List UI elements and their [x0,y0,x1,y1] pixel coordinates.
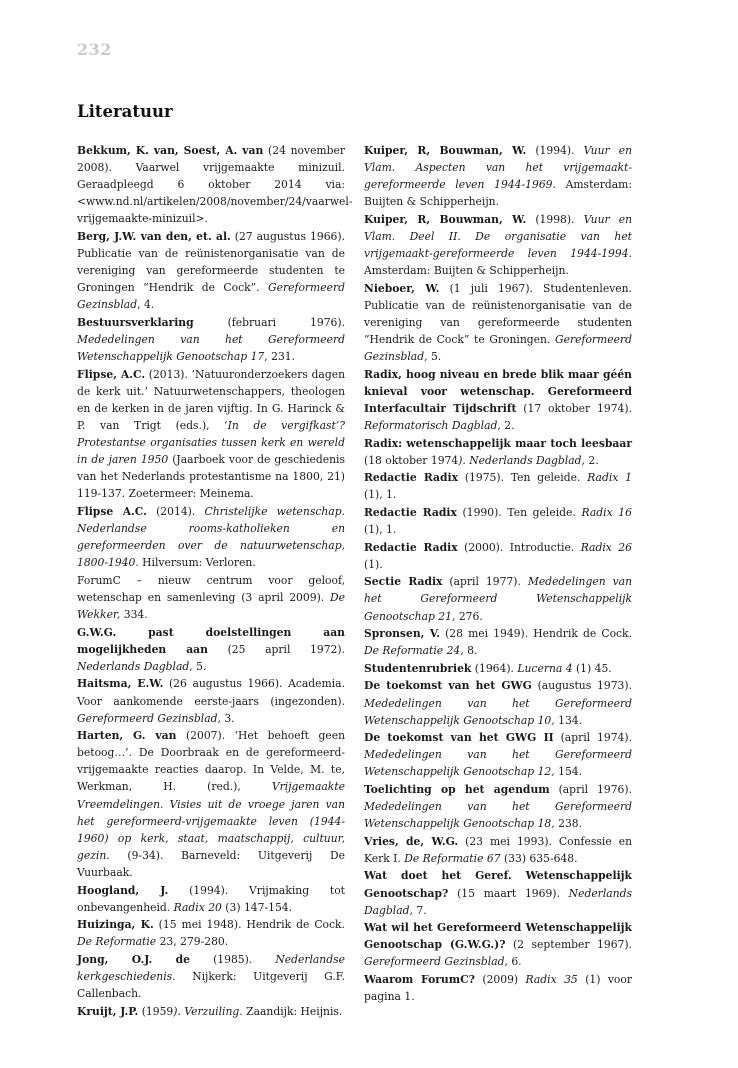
reference-entry [364,919,632,970]
reference-text: (25 april 1972). [207,642,345,656]
reference-author: Bekkum, K. van, Soest, A. van [77,144,264,157]
reference-text: , 2. [497,419,515,432]
reference-text: 5. [427,350,442,364]
reference-entry [364,781,632,832]
reference-text: (3) 147-154. [221,900,293,914]
reference-entry [77,951,345,1002]
reference-text: 23, 279-280. [156,935,229,949]
reference-author: Hoogland, J. [77,883,169,897]
reference-author: G.W.G. past doelstellingen aan mogelijkheden aan [77,625,345,656]
reference-author: Bestuursverklaring [77,315,194,329]
reference-text: (15 maart 1969). [448,886,569,900]
reference-text: (april 1974). [553,731,632,745]
reference-author: De toekomst van het GWG [364,679,532,693]
reference-text: (17 oktober 1974). [516,401,632,415]
reference-author: Flipse, A.C. [77,367,146,381]
reference-entry [364,677,632,728]
reference-text: (1) 45. [572,661,612,675]
reference-text: , 5. [189,659,207,673]
reference-text: 154. [554,765,583,779]
reference-title: Mededelingen van het Gereformeerd Wetenschappelijk Genootschap 18, [364,800,632,831]
reference-column-left [77,142,353,1020]
reference-author: Waarom ForumC? [364,973,475,986]
reference-author: Nieboer, W. [364,281,440,295]
reference-text: (1 juli 1967). Studentenleven. Publicatie van de reünistenorganisatie van de vereniging van gereformeerde studenten “Hendrik de Cock” te Groningen. [364,281,632,347]
reference-author: Kuiper, R, Bouwman, W. [364,144,527,157]
reference-text: (24 november 2008). Vaarwel vrijgemaakte minizuil. Geraadpleegd 6 oktober 2014 via: <www.nd.nl/artikelen/2008/november/24/vaarwel-vrijgemaakte-minizuil>. [77,144,353,226]
reference-author: Vries, de, W.G. [364,834,459,848]
reference-author: Sectie Radix [364,575,443,589]
reference-text: (1975). Ten geleide. [458,471,588,485]
reference-title: De Reformatie [77,935,157,949]
reference-text: (15 mei 1948). Hendrik de Cock. [153,918,345,932]
reference-text: (1) voor pagina 1. [364,973,632,1004]
reference-text: (1959 [138,1004,174,1018]
reference-entry [364,504,632,538]
reference-author: Jong, O.J. de [77,952,190,966]
reference-text: (23 mei 1993). Confessie en Kerk I. [364,834,632,865]
reference-author: Wat doet het Geref. Wetenschappelijk Genootschap? [364,869,632,900]
reference-entry [364,366,632,434]
reference-text: Hilversum: Verloren. [138,556,256,570]
reference-title: Mededelingen van het Gereformeerd Wetenschappelijk Genootschap 12, [364,748,632,779]
reference-text: (1), 1. [364,523,397,537]
page-title: Literatuur [77,102,173,121]
reference-text: 238. [554,817,583,831]
reference-author: Kuiper, R, Bouwman, W. [364,212,527,226]
reference-title: De Reformatie 67 [404,851,501,865]
reference-text: (april 1976). [549,782,632,796]
reference-title: Christelijke wetenschap. Nederlandse rooms-katholieken en gereformeerden over de natuurwetenschap, 1800-1940. [77,504,346,570]
reference-text: (1998). [526,212,584,226]
reference-text: , 2. [581,453,599,467]
reference-title: Nederlands Dagblad [364,886,632,917]
reference-author: Toelichting op het agendum [364,782,550,796]
reference-text: 334. [120,608,148,622]
reference-author: Haitsma, E.W. [77,677,164,691]
reference-text: , 231. [264,350,296,364]
reference-text: , 3. [217,711,235,725]
reference-title: ‘In de vergifkast’? Protestantse organisaties tussen kerk en wereld in de jaren 1950 [77,419,345,467]
reference-entry [77,503,345,571]
reference-entry [364,729,632,780]
reference-entry [364,280,632,365]
reference-entry [77,727,345,881]
reference-entry [364,625,632,659]
reference-text: (1994). [526,144,584,157]
page-number: 232 [77,40,112,59]
reference-title: Radix 1 [587,471,632,485]
reference-text: (2009) [474,973,526,986]
reference-title: ). Verzuiling [173,1004,240,1018]
reference-title: Nederlands Dagblad [77,659,190,673]
reference-title: Gereformeerd Gezinsblad [77,281,345,312]
reference-title: De Wekker, [77,590,345,622]
reference-text: ForumC – nieuw centrum voor geloof, wetenschap en samenleving (3 april 2009). [77,573,345,604]
reference-text: (2000). Introductie. [457,540,581,554]
reference-entry [77,228,345,313]
reference-entry [364,469,632,503]
reference-entry [77,314,345,365]
reference-entry [77,142,353,227]
reference-author: Berg, J.W. van den, et. al. [77,229,231,243]
reference-author: Harten, G. van [77,729,177,743]
reference-text: (2013). ‘Natuuronderzoekers dagen de kerk uit.’ Natuurwetenschappers, theologen en de kerken in de jaren vijftig. In G. Harinck & P. van Trigt (eds.), [77,367,345,432]
reference-author: Redactie Radix [364,505,457,519]
reference-text: (1964). [471,661,518,675]
reference-title: Lucerna 4 [517,661,573,675]
reference-title: Gereformeerd Gezinsblad, [364,333,632,364]
reference-text: 8. [463,644,478,658]
reference-title: Vuur en Vlam. Aspecten van het vrijgemaakt-gereformeerde leven 1944-1969. [364,144,633,192]
reference-text: (1), 1. [364,488,397,502]
reference-title: Mededelingen van het Gereformeerd Wetenschappelijk Genootschap 21, [364,575,632,623]
reference-text: , 4. [137,298,155,312]
reference-title: Radix 20 [173,900,222,914]
reference-entry [364,539,632,573]
reference-text: (33) 635-648. [500,851,578,865]
reference-author: Huizinga, K. [77,918,154,932]
reference-author: Kruijt, J.P. [77,1004,139,1018]
reference-author: Flipse A.C. [77,504,147,518]
reference-text: (1985). [189,952,276,966]
reference-author: Redactie Radix [364,471,458,485]
reference-text: (2007). ‘Het behoeft geen betoog…’. De Doorbraak en de gereformeerd-vrijgemaakte reacties daarop. In Velde, M. te, Werkman, H. (red.), [77,729,345,794]
reference-title: Radix 16 [581,505,632,519]
reference-title: Nederlandse kerkgeschiedenis. [77,952,345,983]
reference-entry [77,624,345,675]
reference-entry [364,435,632,469]
reference-entry [77,916,345,950]
reference-text: (april 1977). [442,575,528,589]
reference-author: Redactie Radix [364,540,458,554]
reference-entry [364,211,632,279]
reference-title: Gereformeerd Gezinsblad [77,711,218,725]
reference-entry [364,833,632,867]
reference-text: Amsterdam: Buijten & Schipperheijn. [364,178,632,209]
reference-author: Wat wil het Gereformeerd Wetenschappelijk Genootschap (G.W.G.)? [364,921,632,952]
reference-text: (9-34). Barneveld: Uitgeverij De Vuurbaak. [77,848,345,879]
reference-entry [364,867,632,918]
reference-title: Vrijgemaakte Vreemdelingen. Visies uit de vroege jaren van het gereformeerd-vrijgemaakte leven (1944-1960) op kerk, staat, maatschappij, cultuur, gezin. [77,780,345,862]
reference-title: ). Nederlands Dagblad [458,453,582,467]
reference-author: De toekomst van het GWG II [364,731,554,745]
reference-title: De Reformatie 24, [364,644,464,658]
reference-text: (Jaarboek voor de geschiedenis van het Nederlands protestantisme na 1800, 21) 119-137. Zoetermeer: Meinema. [77,453,345,501]
reference-entry [77,1003,345,1020]
reference-entry [77,882,345,916]
reference-text: . Zaandijk: Heijnis. [239,1004,343,1018]
reference-text: (februari 1976). [193,315,345,329]
reference-text: (1994). Vrijmaking tot onbevangenheid. [77,883,345,914]
reference-entry [364,971,632,1005]
reference-title: Mededelingen van het Gereformeerd Wetenschappelijk Genootschap 10, [364,696,632,727]
reference-text: (2014). [146,504,205,518]
reference-title: Vuur en Vlam. Deel II. De organisatie van het vrijgemaakt-gereformeerde leven 1944-1994. [364,212,633,261]
reference-title: Mededelingen van het Gereformeerd Wetenschappelijk Genootschap 17 [77,333,345,364]
reference-text: , 7. [409,903,427,917]
reference-text: Nijkerk: Uitgeverij G.F. Callenbach. [77,970,345,1001]
reference-text: (27 augustus 1966). Publicatie van de reünistenorganisatie van de vereniging van gereformeerde studenten te Groningen “Hendrik de Cock”. [77,229,345,295]
reference-author: Radix, hoog niveau en brede blik maar géén knieval voor wetenschap. Gereformeerd Interfacultair Tijdschrift [364,367,632,415]
reference-entry [77,572,345,623]
reference-text: 134. [554,713,583,727]
reference-entry [364,660,632,677]
reference-entry [364,573,632,624]
reference-text: , 6. [504,955,522,969]
reference-text: (18 oktober 1974 [364,453,459,467]
reference-text: (1). [364,557,383,571]
reference-text: Amsterdam: Buijten & Schipperheijn. [364,264,569,278]
reference-text: (augustus 1973). [531,679,633,693]
reference-entry [77,366,345,503]
reference-text: (2 september 1967). [505,938,632,952]
reference-entry [77,675,345,726]
reference-author: Studentenrubriek [364,661,472,675]
reference-author: Spronsen, V. [364,627,441,641]
reference-text: (28 mei 1949). Hendrik de Cock. [440,627,632,641]
reference-title: Radix 26 [580,540,632,554]
reference-entry [364,142,632,210]
reference-title: Reformatorisch Dagblad [364,419,498,432]
reference-title: Gereformeerd Gezinsblad [364,955,505,969]
reference-column-right [364,142,632,1006]
reference-author: Radix: wetenschappelijk maar toch leesbaar [364,436,632,450]
reference-text: (1990). Ten geleide. [456,505,582,519]
reference-text: (26 augustus 1966). Academia. Voor aankomende eerste-jaars (ingezonden). [77,677,345,708]
reference-title: Radix 35 [525,973,578,986]
reference-text: 276. [455,609,483,623]
